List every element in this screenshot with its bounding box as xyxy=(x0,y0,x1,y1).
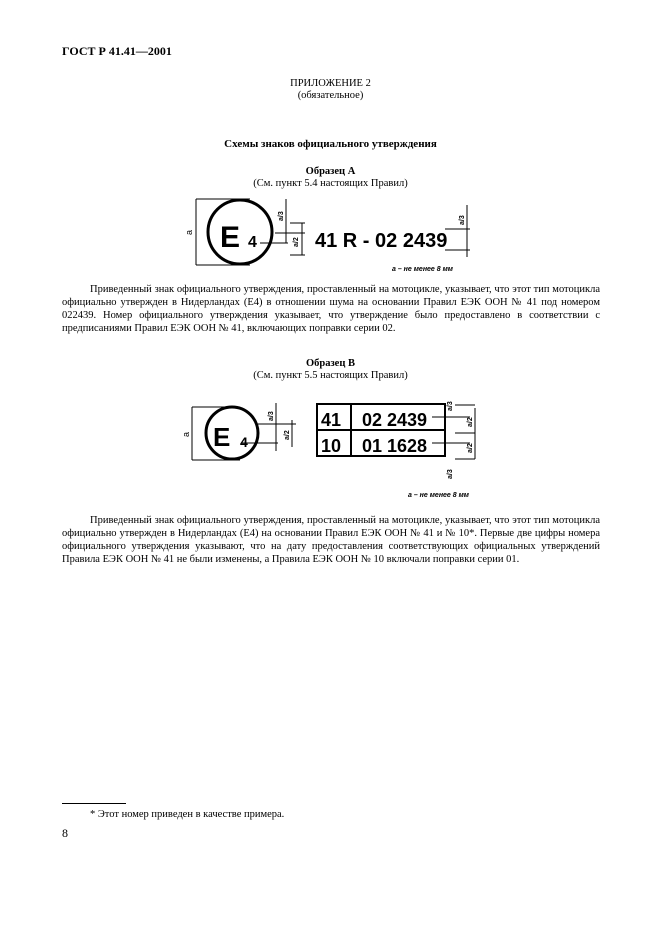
regulation-number: 10 xyxy=(321,436,342,456)
dim-a2-label: a/2 xyxy=(467,417,474,427)
approval-number: 01 1628 xyxy=(362,436,428,456)
dim-a3-label: a/3 xyxy=(447,469,454,479)
dim-a3-label: a/3 xyxy=(268,411,275,421)
appendix-title: ПРИЛОЖЕНИЕ 2 xyxy=(290,78,371,89)
section-title: Схемы знаков официального утверждения xyxy=(224,138,437,150)
regulation-number: 41 xyxy=(321,410,342,430)
sample-b-description: Приведенный знак официального утверждения, проставленный на мотоцикле, указывает, что этот тип мотоцикла официально утвержден в Нидерландах (Е4) на основании Правил ЕЭК ООН № 41 и № 10*. Первые две цифры номера официального утверждения указывают, что на дату предоставления соответствующих официальных утверждений Правила ЕЭК ООН № 41 не были изменены, а Правила ЕЭК ООН № 10 включали поправки серии 01. xyxy=(62,515,600,565)
dim-a-label: a xyxy=(184,229,194,235)
dim-a3-label: a/3 xyxy=(278,211,285,221)
mark-letter: E xyxy=(220,221,241,254)
size-note: a – не менее 8 мм xyxy=(392,266,453,273)
footnote-divider xyxy=(62,803,126,804)
sample-a-description: Приведенный знак официального утверждения, проставленный на мотоцикле, указывает, что этот тип мотоцикла официально утвержден в Нидерландах (Е4) в отношении шума на основании Правил ЕЭК ООН № 41 под номером 022439. Номер официального утверждения указывает, что утверждение было предоставлено в соответствии с предписаниями Правил ЕЭК ООН № 41, включающих поправки серии 02. xyxy=(62,284,600,334)
mark-number: 4 xyxy=(248,234,257,251)
mark-letter: E xyxy=(213,422,231,452)
dim-a2-label: a/2 xyxy=(284,430,291,440)
approval-number: 02 2439 xyxy=(362,410,428,430)
page-number: 8 xyxy=(62,826,68,840)
sample-b-title: Образец В xyxy=(305,358,356,369)
footnote: * Этот номер приведен в качестве примера. xyxy=(90,809,285,820)
document-header: ГОСТ Р 41.41—2001 xyxy=(62,44,172,58)
sample-a-title: Образец А xyxy=(305,166,356,177)
sample-b-diagram xyxy=(180,395,500,505)
sample-a-ref: (См. пункт 5.4 настоящих Правил) xyxy=(253,178,408,189)
dim-a2-label: a/2 xyxy=(467,443,474,453)
dim-a3-label: a/3 xyxy=(447,401,454,411)
dim-a3-label-2: a/3 xyxy=(459,215,466,225)
approval-number: 41 R - 02 2439 xyxy=(315,230,448,252)
mark-number: 4 xyxy=(240,434,248,450)
sample-a-diagram xyxy=(180,195,500,280)
size-note: a – не менее 8 мм xyxy=(408,492,469,499)
sample-b-ref: (См. пункт 5.5 настоящих Правил) xyxy=(253,370,408,381)
dim-a-label: a xyxy=(181,431,191,437)
dim-a2-label: a/2 xyxy=(293,237,300,247)
appendix-note: (обязательное) xyxy=(297,90,364,101)
